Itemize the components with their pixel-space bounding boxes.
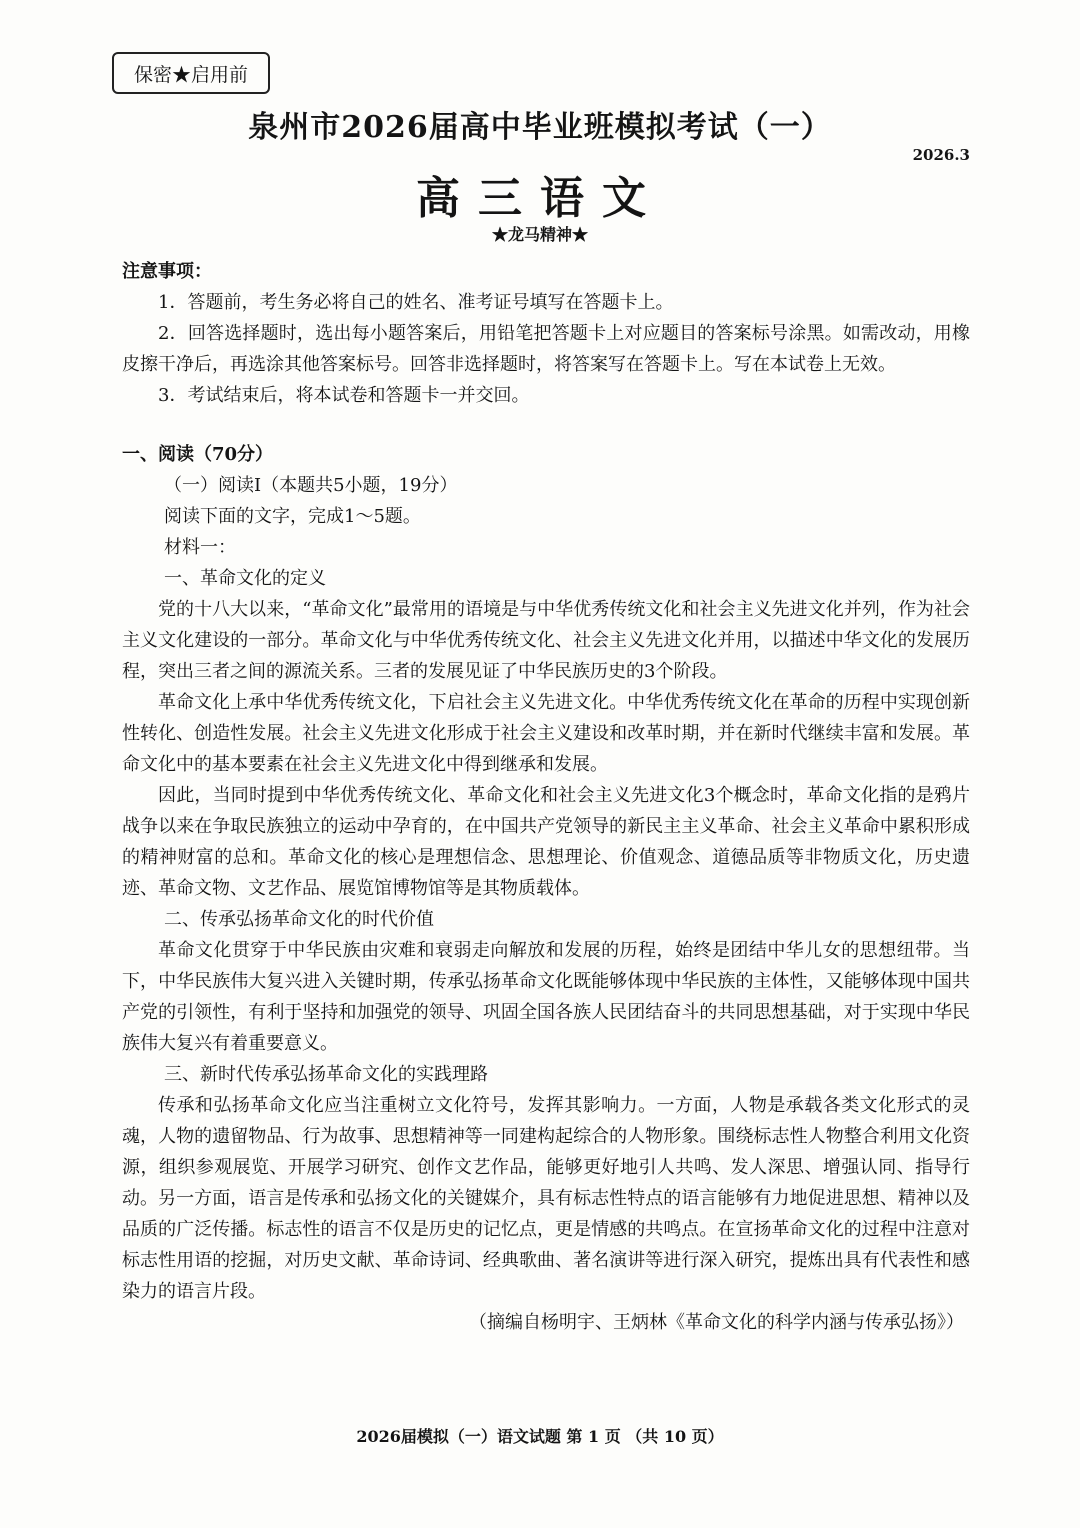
paragraph: 传承和弘扬革命文化应当注重树立文化符号，发挥其影响力。一方面，人物是承载各类文化形式的灵魂，人物的遗留物品、行为故事、思想精神等一同建构起综合的人物形象。围绕标志性人物整合利用文化资源，组织参观展览、开展学习研究、创作文艺作品，能够更好地引人共鸣、发人深思、增强认同、指导行动。另一方面，语言是传承和弘扬文化的关键媒介，具有标志性特点的语言能够有力地促进思想、精神以及品质的广泛传播。标志性的语言不仅是历史的记忆点，更是情感的共鸣点。在宣扬革命文化的过程中注意对标志性用语的挖掘，对历史文献、革命诗词、经典歌曲、著名演讲等进行深入研究，提炼出具有代表性和感染力的语言片段。 bbox=[122, 1095, 970, 1302]
section-heading: 一、阅读（70分） bbox=[122, 444, 274, 465]
notice-item: 1．答题前，考生务必将自己的姓名、准考证号填写在答题卡上。 bbox=[158, 292, 674, 313]
paragraph: 因此，当同时提到中华优秀传统文化、革命文化和社会主义先进文化3个概念时，革命文化指的是鸦片战争以来在争取民族独立的运动中孕育的，在中国共产党领导的新民主主义革命、社会主义革命中累积形成的精神财富的总和。革命文化的核心是理想信念、思想理论、价值观念、道德品质等非物质文化，历史遗迹、革命文物、文艺作品、展览馆博物馆等是其物质载体。 bbox=[122, 785, 970, 899]
part3-heading: 三、新时代传承弘扬革命文化的实践理路 bbox=[164, 1064, 488, 1085]
part2-heading: 二、传承弘扬革命文化的时代价值 bbox=[164, 909, 434, 930]
subject-title: 高三语文 bbox=[416, 173, 664, 224]
exam-date: 2026.3 bbox=[912, 146, 970, 164]
page-content bbox=[122, 256, 970, 1338]
notice-heading: 注意事项： bbox=[122, 261, 212, 282]
page-footer: 2026届模拟（一）语文试题 第 1 页 （共 10 页） bbox=[356, 1427, 724, 1446]
paragraph: 党的十八大以来，“革命文化”最常用的语境是与中华优秀传统文化和社会主义先进文化并列，作为社会主义文化建设的一部分。革命文化与中华优秀传统文化、社会主义先进文化并用，以描述中华文化的发展历程，突出三者之间的源流关系。三者的发展见证了中华民族历史的3个阶段。 bbox=[122, 599, 970, 682]
instruction: 阅读下面的文字，完成1～5题。 bbox=[164, 506, 421, 527]
notice-item: 2．回答选择题时，选出每小题答案后，用铅笔把答题卡上对应题目的答案标号涂黑。如需改动，用橡皮擦干净后，再选涂其他答案标号。回答非选择题时，将答案写在答题卡上。写在本试卷上无效。 bbox=[122, 323, 970, 375]
motto: ★龙马精神★ bbox=[491, 225, 588, 244]
sub-heading: （一）阅读Ⅰ（本题共5小题，19分） bbox=[164, 475, 458, 496]
paragraph: 革命文化上承中华优秀传统文化，下启社会主义先进文化。中华优秀传统文化在革命的历程中实现创新性转化、创造性发展。社会主义先进文化形成于社会主义建设和改革时期，并在新时代继续丰富和发展。革命文化中的基本要素在社会主义先进文化中得到继承和发展。 bbox=[122, 692, 970, 775]
source-citation: （摘编自杨明宇、王炳林《革命文化的科学内涵与传承弘扬》） bbox=[469, 1312, 964, 1333]
part1-heading: 一、革命文化的定义 bbox=[164, 568, 326, 589]
confidential-label: 保密★启用前 bbox=[112, 52, 270, 94]
material-label: 材料一： bbox=[164, 537, 236, 558]
paragraph: 革命文化贯穿于中华民族由灾难和衰弱走向解放和发展的历程，始终是团结中华儿女的思想纽带。当下，中华民族伟大复兴进入关键时期，传承弘扬革命文化既能够体现中华民族的主体性，又能够体现中国共产党的引领性，有利于坚持和加强党的领导、巩固全国各族人民团结奋斗的共同思想基础，对于实现中华民族伟大复兴有着重要意义。 bbox=[122, 940, 970, 1054]
notice-item: 3．考试结束后，将本试卷和答题卡一并交回。 bbox=[158, 385, 530, 406]
spacer bbox=[122, 411, 970, 439]
exam-title: 泉州市2026届高中毕业班模拟考试（一） bbox=[248, 110, 832, 145]
